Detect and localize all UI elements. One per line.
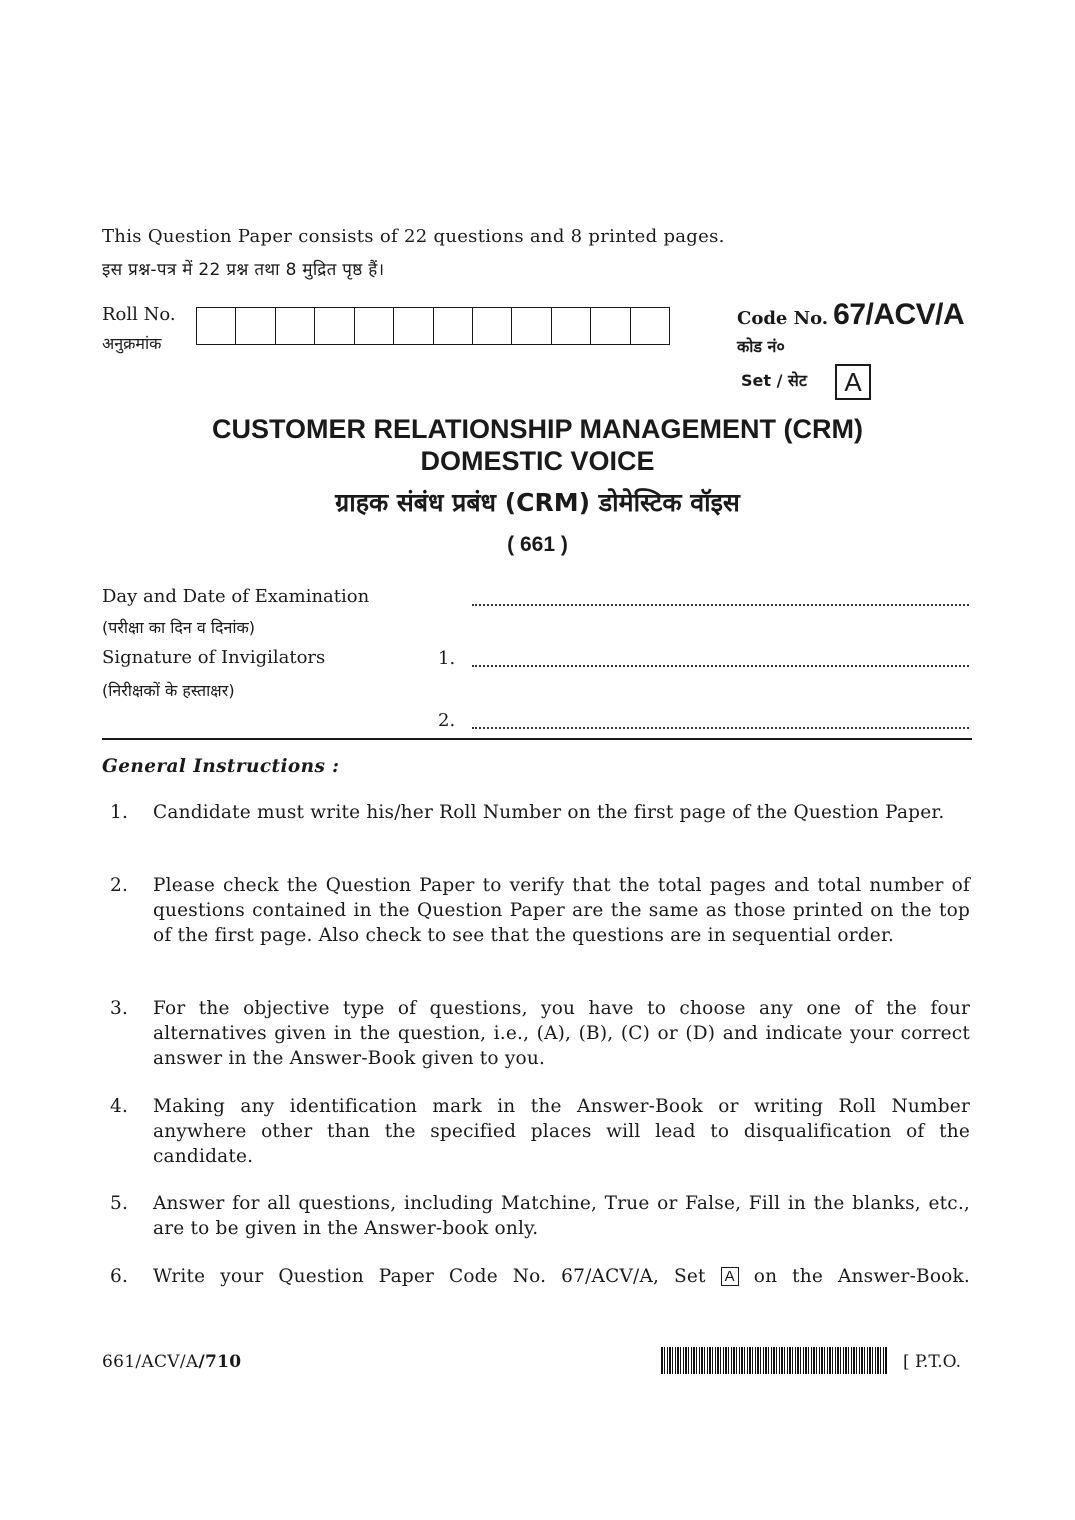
instruction-text [153, 1264, 970, 1289]
instruction-text: Making any identification mark in the Answer-Book or writing Roll Number anywhere other than the specified places will lead to disqualification of the candidate. [153, 1096, 970, 1167]
instruction-number: 6. [110, 1266, 129, 1287]
intro-english: This Question Paper consists of 22 questions and 8 printed pages. [102, 226, 725, 247]
barcode-icon [661, 1347, 887, 1374]
instruction-text: For the objective type of questions, you have to choose any one of the four alternatives given in the question, i.e., (A), (B), (C) or (D) and indicate your correct answer in the Answer-Book given to you. [153, 998, 970, 1069]
roll-digit-box[interactable] [631, 308, 669, 344]
roll-digit-box[interactable] [197, 308, 236, 344]
instruction-number: 3. [110, 998, 129, 1019]
exam-date-field[interactable] [472, 604, 969, 606]
intro-hindi: इस प्रश्न-पत्र में 22 प्रश्न तथा 8 मुद्रित पृष्ठ हैं। [102, 260, 385, 280]
subject-subtitle: DOMESTIC VOICE [420, 446, 655, 476]
roll-digit-box[interactable] [236, 308, 275, 344]
instructions-heading: General Instructions : [102, 756, 340, 777]
roll-digit-box[interactable] [591, 308, 630, 344]
instruction-text: Answer for all questions, including Matchine, True or False, Fill in the blanks, etc., are to be given in the Answer-book only. [153, 1193, 970, 1239]
instruction-item [102, 996, 970, 1071]
code-value: 67/ACV/A [833, 298, 965, 331]
instruction-number: 1. [110, 802, 129, 823]
instruction-number: 5. [110, 1193, 129, 1214]
section-divider [102, 738, 972, 740]
instruction-item [102, 1264, 970, 1289]
instruction-item [102, 873, 970, 948]
subject-title-hindi: ग्राहक संबंध प्रबंध (CRM) डोमेस्टिक वॉइस [335, 488, 740, 517]
roll-number-boxes[interactable] [196, 307, 670, 345]
invigilator-signature-label-hindi: (निरीक्षकों के हस्ताक्षर) [102, 681, 235, 700]
instruction-text: Please check the Question Paper to verify that the total pages and total number of questions contained in the Question Paper are the same as those printed on the top of the first page. Also check to see that the questions are in sequential order. [153, 875, 970, 946]
instruction-text: Candidate must write his/her Roll Number on the first page of the Question Paper. [153, 802, 945, 823]
instruction-item [102, 1094, 970, 1169]
instruction-number: 4. [110, 1096, 129, 1117]
footer-code-prefix: 661/ACV/A [102, 1352, 199, 1372]
roll-digit-box[interactable] [276, 308, 315, 344]
signature-number-1: 1. [438, 648, 456, 669]
set-label: Set / सेट [741, 371, 807, 390]
roll-label-english: Roll No. [102, 304, 176, 325]
set-box: A [835, 364, 871, 400]
footer-paper-code [102, 1352, 241, 1372]
invigilator-signature-label: Signature of Invigilators [102, 647, 326, 668]
signature-field-2[interactable] [472, 727, 969, 729]
footer-code-suffix: /710 [198, 1352, 242, 1372]
roll-digit-box[interactable] [355, 308, 394, 344]
instruction-text-start: Write your Question Paper Code No. 67/ACV/A, Set [153, 1266, 706, 1287]
instruction-item [102, 1191, 970, 1241]
inline-set-box: A [721, 1267, 739, 1286]
pto-label: [ P.T.O. [903, 1352, 962, 1372]
roll-digit-box[interactable] [512, 308, 551, 344]
roll-label-hindi: अनुक्रमांक [102, 334, 162, 353]
roll-digit-box[interactable] [473, 308, 512, 344]
subject-title: CUSTOMER RELATIONSHIP MANAGEMENT (CRM) [212, 414, 863, 444]
roll-digit-box[interactable] [552, 308, 591, 344]
roll-digit-box[interactable] [394, 308, 433, 344]
exam-date-label: Day and Date of Examination [102, 586, 370, 607]
code-label: Code No. [737, 308, 829, 329]
code-number [737, 298, 964, 332]
instruction-text-end: on the Answer-Book. [753, 1266, 970, 1287]
signature-field-1[interactable] [472, 665, 969, 667]
exam-date-label-hindi: (परीक्षा का दिन व दिनांक) [102, 618, 256, 637]
roll-digit-box[interactable] [315, 308, 354, 344]
instruction-number: 2. [110, 875, 129, 896]
subject-code: ( 661 ) [507, 533, 568, 556]
signature-number-2: 2. [438, 710, 456, 731]
code-label-hindi: कोड नं० [737, 337, 785, 356]
roll-digit-box[interactable] [434, 308, 473, 344]
instruction-item [102, 800, 970, 825]
